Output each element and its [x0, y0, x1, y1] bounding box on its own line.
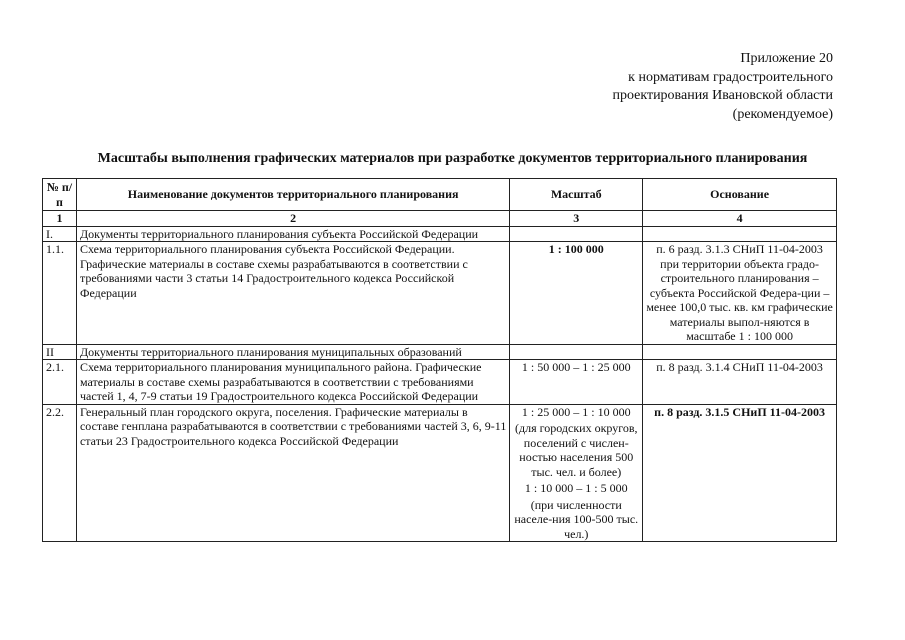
- column-number: 1: [43, 211, 77, 227]
- row-scale: [510, 344, 643, 360]
- table-row: [43, 404, 837, 542]
- row-scale: 1 : 100 000: [510, 242, 643, 345]
- row-name: Документы территориального планирования муниципальных образований: [76, 344, 509, 360]
- table-row: [43, 344, 837, 360]
- column-header-scale: Масштаб: [510, 179, 643, 211]
- row-name: Схема территориального планирования муниципального района. Графические материалы в составе схемы разрабатываются в соответствии с требованиями частей 1, 4, 7-9 статьи 19 Градостроительного кодекса Российской Федерации: [76, 360, 509, 405]
- column-number: 3: [510, 211, 643, 227]
- row-scale: 1 : 50 000 – 1 : 25 000: [510, 360, 643, 405]
- row-name: Генеральный план городского округа, поселения. Графические материалы в составе генплана разрабатываются в соответствии с требованиями частей 3, 6, 9-11 статьи 23 Градостроительного кодекса Российской Федерации: [76, 404, 509, 542]
- row-num: 2.2.: [43, 404, 77, 542]
- column-number: 2: [76, 211, 509, 227]
- document-title: Масштабы выполнения графических материалов при разработке документов территориального планирования: [97, 151, 808, 166]
- column-header-name: Наименование документов территориального планирования: [76, 179, 509, 211]
- row-num: 1.1.: [43, 242, 77, 345]
- scale-range-a: 1 : 25 000 – 1 : 10 000: [521, 404, 631, 419]
- appendix-line: к нормативам градостроительного: [628, 69, 833, 85]
- appendix-line: (рекомендуемое): [732, 106, 833, 122]
- scale-range-a-note: (для городских округов, поселений с числен-ностью населения 500 тыс. чел. и более): [515, 421, 638, 479]
- row-basis: [643, 344, 837, 360]
- row-num: I.: [43, 226, 77, 242]
- row-num: 2.1.: [43, 360, 77, 405]
- appendix-line: Приложение 20: [740, 51, 833, 66]
- row-scale: [510, 404, 643, 542]
- row-basis: п. 6 разд. 3.1.3 СНиП 11-04-2003 при территории объекта градо-строительного планирования – субъекта Российской Федера-ции – менее 100,0 тыс. кв. км графические материалы выпол-няются в масштабе 1 : 100 000: [643, 242, 837, 345]
- table-row: [43, 360, 837, 405]
- scales-table: [42, 178, 837, 542]
- table-row: [43, 242, 837, 345]
- scale-range-b-note: (при численности населе-ния 100-500 тыс. чел.): [514, 497, 639, 541]
- table-header-row: [43, 179, 837, 211]
- appendix-line: проектирования Ивановской области: [612, 88, 833, 103]
- row-name: Документы территориального планирования субъекта Российской Федерации: [76, 226, 509, 242]
- appendix-header: [612, 50, 833, 124]
- column-header-num: № п/п: [43, 179, 77, 211]
- column-number-row: [43, 211, 837, 227]
- row-basis: п. 8 разд. 3.1.5 СНиП 11-04-2003: [643, 404, 837, 542]
- row-basis: [643, 226, 837, 242]
- scale-range-b: 1 : 10 000 – 1 : 5 000: [524, 481, 628, 495]
- row-name: Схема территориального планирования субъекта Российской Федерации. Графические материалы в составе схемы разрабатываются в соответствии с требованиями части 3 статьи 14 Градостроительного кодекса Российской Федерации: [76, 242, 509, 345]
- row-num: II: [43, 344, 77, 360]
- row-basis: п. 8 разд. 3.1.4 СНиП 11-04-2003: [643, 360, 837, 405]
- table-row: [43, 226, 837, 242]
- row-scale: [510, 226, 643, 242]
- column-header-basis: Основание: [643, 179, 837, 211]
- column-number: 4: [643, 211, 837, 227]
